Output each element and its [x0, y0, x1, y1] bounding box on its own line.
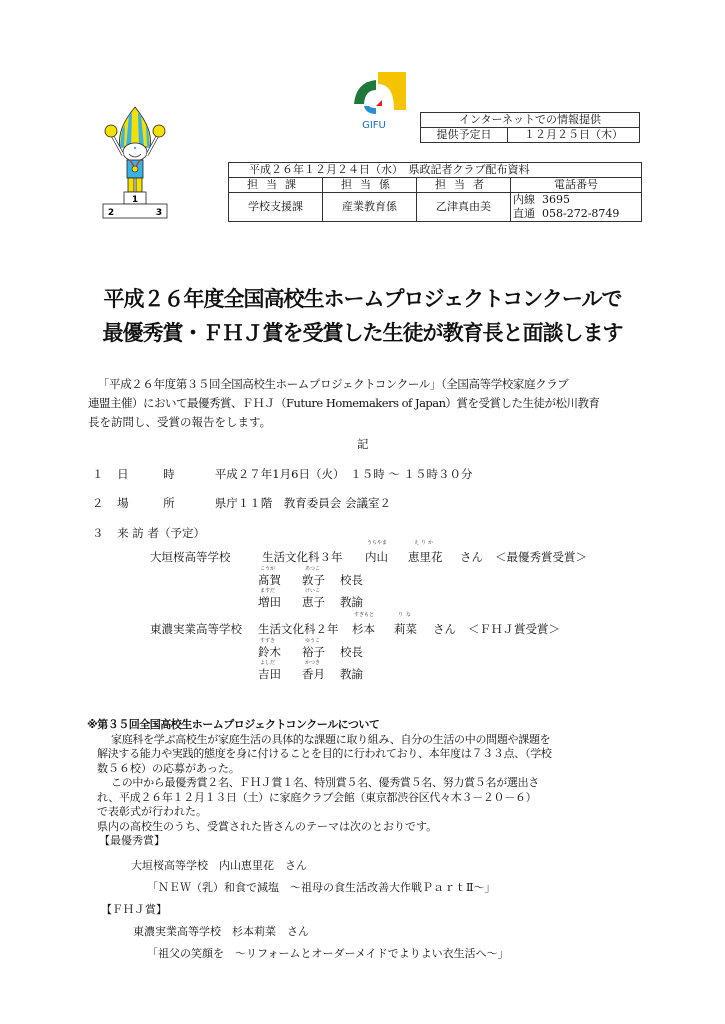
ruby: かつき	[305, 660, 321, 666]
visitor-group-2	[150, 612, 630, 682]
phone-direct-label: 直通	[513, 207, 535, 220]
unit-value: 産業教育係	[323, 193, 417, 222]
svg-text:2: 2	[107, 208, 115, 218]
ruby: りな	[398, 612, 415, 618]
staff-given-name: 裕子	[302, 645, 325, 659]
about-section	[87, 718, 647, 849]
item-datetime	[92, 465, 473, 484]
ruby: ゆうこ	[305, 638, 321, 644]
title-line-2: 最優秀賞・ＦＨＪ賞を受賞した生徒が教育長と面談します	[102, 321, 623, 345]
intro-line-1: 「平成２６年度第３５回全国高校生ホームプロジェクトコンクール」（全国高等学校家庭クラブ	[98, 377, 569, 391]
award-category: 【ＦＨＪ賞】	[101, 903, 167, 916]
ruby: こうが	[260, 566, 276, 572]
ruby: ますだ	[260, 588, 276, 594]
student-given-name: 莉菜	[394, 622, 417, 636]
title-line-1: 平成２６年度全国高校生ホームプロジェクトコンクールで	[103, 287, 622, 311]
release-date-value: １２月２５日（木）	[508, 128, 640, 143]
item-num: ２	[92, 496, 104, 510]
ruby: よしだ	[260, 660, 276, 666]
staff-title: 校長	[340, 645, 363, 659]
about-p1-line2: 解決する能力や実践的態度を身に付けることを目的に行われており、本年度は７３３点、（学校	[97, 747, 552, 760]
item-num: １	[92, 467, 104, 481]
staff-title: 校長	[340, 573, 363, 587]
ruby: けいこ	[305, 588, 321, 594]
staff-family-name: 吉田	[258, 667, 281, 681]
school-name: 大垣桜高等学校	[150, 550, 231, 564]
phone-ext: 3695	[542, 193, 570, 206]
press-contact-table	[228, 162, 642, 222]
item-location	[92, 494, 391, 513]
staff-given-name: 香月	[302, 667, 325, 681]
about-p1-line3: 数５６校）の応募があった。	[97, 761, 240, 775]
internet-info-table	[420, 112, 640, 143]
item-num: ３	[92, 526, 104, 540]
gifu-logo	[350, 72, 410, 132]
student-family-name: 内山	[365, 550, 388, 564]
staff-family-name: 髙賀	[258, 573, 281, 587]
phone-ext-label: 内線	[513, 193, 535, 206]
staff-given-name: 恵子	[302, 595, 325, 609]
about-p2-line1: この中から最優秀賞２名、ＦＨＪ賞１名、特別賞５名、優秀賞５名、努力賞５名が選出さ	[111, 776, 539, 789]
staff-title: 教諭	[340, 595, 363, 609]
svg-text:3: 3	[155, 208, 163, 218]
staff-family-name: 鈴木	[258, 645, 281, 659]
award-winner: 大垣桜高等学校 内山恵里花 さん	[131, 859, 307, 872]
award-badge: ＜ＦＨＪ賞受賞＞	[468, 622, 560, 636]
intro-line-2: 連盟主催）において最優秀賞、ＦＨＪ（Future Homemakers of Japan）賞を受賞した生徒が松川教育	[88, 396, 600, 410]
award-badge: ＜最優秀賞受賞＞	[495, 550, 587, 564]
ruby: すぎもと	[354, 612, 375, 618]
col-person-header: 担当者	[417, 178, 511, 193]
about-p2-line2: れ、平成２６年１２月１３日（土）に家庭クラブ会館（東京都渋谷区代々木３－２０－６）	[97, 790, 537, 804]
about-p3: 県内の高校生のうち、受賞された皆さんのテーマは次のとおりです。	[97, 819, 438, 833]
person-value: 乙津真由美	[417, 193, 511, 222]
ki-label: 記	[357, 437, 369, 451]
page-title	[0, 282, 725, 350]
internet-info-title: インターネットでの情報提供	[421, 113, 640, 128]
award-winner: 東濃実業高等学校 杉本莉菜 さん	[133, 925, 309, 938]
about-p1-line1: 家庭科を学ぶ高校生が家庭生活の具体的な課題に取り組み、自分の生活の中の問題や課題を	[111, 732, 551, 746]
honorific: さん	[460, 550, 483, 564]
ruby: うちやま	[367, 540, 388, 546]
ruby: えりか	[414, 540, 436, 546]
item-label: 来 訪 者（予定）	[117, 526, 205, 540]
honorific: さん	[433, 622, 456, 636]
item-value: 県庁１１階 教育委員会 会議室２	[214, 496, 391, 510]
school-name: 東濃実業高等学校	[150, 622, 242, 636]
student-family-name: 杉本	[352, 622, 375, 636]
phone-direct: 058-272-8749	[542, 207, 620, 220]
department: 生活文化科３年	[262, 550, 343, 564]
student-given-name: 恵里花	[408, 550, 443, 564]
release-date-label: 提供予定日	[421, 128, 508, 143]
staff-family-name: 増田	[258, 595, 281, 609]
intro-line-3: 長を訪問し、受賞の報告をします。	[88, 415, 272, 429]
award-category: 【最優秀賞】	[99, 834, 165, 847]
col-phone-header: 電話番号	[511, 178, 642, 193]
about-heading: ※第３５回全国高校生ホームプロジェクトコンクールについて	[87, 718, 380, 731]
award-theme: 「祖父の笑顔を ～リフォームとオーダーメイドでよりよい衣生活へ～」	[147, 947, 509, 960]
col-section-header: 担当課	[229, 178, 323, 193]
press-caption: 平成２６年１２月２４日（水） 県政記者クラブ配布資料	[229, 163, 642, 178]
ruby: あつこ	[305, 566, 321, 572]
department: 生活文化科２年	[258, 622, 339, 636]
phone-value	[511, 193, 642, 222]
about-p2-line3: で表彰式が行われた。	[97, 805, 207, 818]
mascot-podium-illustration	[100, 105, 170, 220]
item-value: 平成２７年1月6日（火） １５時 ～ １５時３０分	[214, 467, 473, 481]
staff-title: 教諭	[340, 667, 363, 681]
award-theme: 「ＮＥＷ（乳）和食で減塩 ～祖母の食生活改善大作戦ＰａｒｔⅡ～」	[147, 881, 496, 894]
intro-paragraph	[88, 375, 648, 432]
svg-text:1: 1	[131, 195, 139, 205]
gifu-logo-text: GIFU	[362, 120, 386, 131]
visitor-group-1	[150, 540, 630, 610]
section-value: 学校支援課	[229, 193, 323, 222]
col-unit-header: 担当係	[323, 178, 417, 193]
award-list	[87, 855, 647, 965]
item-label: 場 所	[117, 496, 175, 510]
item-label: 日 時	[117, 467, 175, 481]
ruby: すずき	[260, 638, 276, 644]
staff-given-name: 敦子	[302, 573, 325, 587]
